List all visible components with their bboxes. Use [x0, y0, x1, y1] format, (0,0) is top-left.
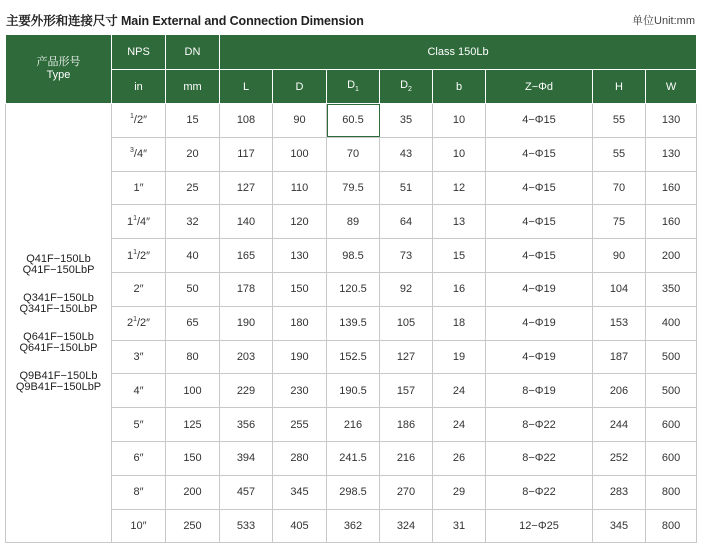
cell-l: 356 — [220, 408, 273, 442]
table-body — [6, 104, 697, 543]
cell-dn: 65 — [166, 306, 220, 340]
cell-d2: 105 — [380, 306, 433, 340]
cell-d2: 216 — [380, 441, 433, 475]
cell-l: 190 — [220, 306, 273, 340]
cell-dn: 125 — [166, 408, 220, 442]
dn-header: DN — [166, 35, 220, 70]
cell-dn: 80 — [166, 340, 220, 374]
cell-w: 130 — [646, 104, 697, 138]
cell-w: 500 — [646, 374, 697, 408]
col-header-D: D — [273, 70, 327, 104]
cell-dn: 200 — [166, 475, 220, 509]
cell-h: 187 — [593, 340, 646, 374]
cell-b: 24 — [433, 374, 486, 408]
cell-d1: 152.5 — [327, 340, 380, 374]
cell-d2: 64 — [380, 205, 433, 239]
cell-w: 160 — [646, 205, 697, 239]
col-header-D1: $D_1$ — [327, 70, 380, 104]
page-title: 主要外形和连接尺寸 Main External and Connection Dimension — [6, 14, 364, 28]
nps-cell — [112, 374, 166, 408]
cell-d: 190 — [273, 340, 327, 374]
cell-dn: 250 — [166, 509, 220, 543]
cell-zd: 4−Φ15 — [486, 171, 593, 205]
cell-d1: 79.5 — [327, 171, 380, 205]
nps-denominator: /2″ — [136, 249, 151, 262]
col-header-L: L — [220, 70, 273, 104]
nps-numerator: 3 — [130, 147, 134, 155]
nps-header: NPS — [112, 35, 166, 70]
cell-b: 19 — [433, 340, 486, 374]
cell-w: 350 — [646, 272, 697, 306]
nps-cell — [112, 441, 166, 475]
cell-l: 127 — [220, 171, 273, 205]
cell-d1: 216 — [327, 408, 380, 442]
cell-w: 800 — [646, 475, 697, 509]
cell-h: 153 — [593, 306, 646, 340]
nps-cell — [112, 205, 166, 239]
nps-cell — [112, 408, 166, 442]
cell-l: 533 — [220, 509, 273, 543]
cell-d: 110 — [273, 171, 327, 205]
cell-d: 150 — [273, 272, 327, 306]
cell-l: 229 — [220, 374, 273, 408]
table-row — [6, 104, 697, 138]
cell-d1: 298.5 — [327, 475, 380, 509]
nps-denominator: /4″ — [133, 148, 147, 161]
cell-d: 180 — [273, 306, 327, 340]
type-group — [6, 371, 111, 393]
nps-numerator: 1 — [133, 316, 137, 324]
dn-unit-header: mm — [166, 70, 220, 104]
cell-w: 800 — [646, 509, 697, 543]
cell-zd: 8−Φ22 — [486, 441, 593, 475]
nps-whole: 1 — [126, 249, 134, 262]
cell-d2: 324 — [380, 509, 433, 543]
cell-w: 160 — [646, 171, 697, 205]
cell-d2: 127 — [380, 340, 433, 374]
col-header-b: b — [433, 70, 486, 104]
cell-b: 16 — [433, 272, 486, 306]
cell-w: 500 — [646, 340, 697, 374]
nps-whole: 3″ — [133, 350, 144, 363]
cell-b: 24 — [433, 408, 486, 442]
dimension-table — [5, 34, 697, 543]
class-header: Class 150Lb — [220, 35, 697, 70]
type-group — [6, 332, 111, 354]
nps-numerator: 1 — [133, 214, 137, 222]
cell-h: 70 — [593, 171, 646, 205]
cell-d: 120 — [273, 205, 327, 239]
cell-d: 130 — [273, 239, 327, 273]
cell-l: 117 — [220, 137, 273, 171]
cell-dn: 25 — [166, 171, 220, 205]
cell-zd: 4−Φ15 — [486, 104, 593, 138]
cell-zd: 4−Φ19 — [486, 306, 593, 340]
type-group — [6, 254, 111, 276]
nps-whole: 1 — [126, 215, 134, 228]
cell-h: 90 — [593, 239, 646, 273]
cell-d: 280 — [273, 441, 327, 475]
cell-d: 100 — [273, 137, 327, 171]
cell-l: 108 — [220, 104, 273, 138]
cell-d1: 190.5 — [327, 374, 380, 408]
type-header-cn: 产品形号 — [36, 56, 81, 68]
type-list-cell — [6, 104, 112, 543]
cell-h: 55 — [593, 137, 646, 171]
type-model-name: Q341F−150LbP — [19, 302, 98, 315]
cell-zd: 4−Φ15 — [486, 205, 593, 239]
type-model-name: Q41F−150LbP — [22, 263, 95, 276]
cell-w: 600 — [646, 441, 697, 475]
type-model-name: Q641F−150LbP — [19, 341, 98, 354]
type-model-name: Q641F−150Lb — [23, 330, 94, 343]
cell-d: 90 — [273, 104, 327, 138]
cell-d: 255 — [273, 408, 327, 442]
cell-w: 200 — [646, 239, 697, 273]
cell-d1: 89 — [327, 205, 380, 239]
nps-numerator: 1 — [130, 113, 134, 121]
cell-zd: 4−Φ15 — [486, 239, 593, 273]
type-model-name: Q9B41F−150LbP — [15, 380, 102, 393]
cell-zd: 4−Φ15 — [486, 137, 593, 171]
nps-cell — [112, 272, 166, 306]
cell-d1: 60.5 — [327, 104, 380, 138]
unit-label: 单位Unit:mm — [632, 15, 695, 27]
cell-l: 394 — [220, 441, 273, 475]
nps-cell — [112, 137, 166, 171]
nps-whole: 2″ — [133, 283, 144, 296]
cell-d1: 241.5 — [327, 441, 380, 475]
type-header — [6, 35, 112, 104]
cell-d2: 43 — [380, 137, 433, 171]
cell-d2: 186 — [380, 408, 433, 442]
cell-b: 26 — [433, 441, 486, 475]
cell-b: 10 — [433, 104, 486, 138]
cell-d: 345 — [273, 475, 327, 509]
cell-dn: 50 — [166, 272, 220, 306]
cell-d2: 73 — [380, 239, 433, 273]
cell-d: 230 — [273, 374, 327, 408]
cell-d1: 362 — [327, 509, 380, 543]
nps-unit-header: in — [112, 70, 166, 104]
type-header-en: Type — [46, 69, 71, 81]
cell-dn: 40 — [166, 239, 220, 273]
cell-dn: 20 — [166, 137, 220, 171]
col-header-D2: $D_2$ — [380, 70, 433, 104]
cell-h: 345 — [593, 509, 646, 543]
cell-d2: 35 — [380, 104, 433, 138]
cell-h: 206 — [593, 374, 646, 408]
nps-whole: 1″ — [133, 181, 144, 194]
cell-zd: 8−Φ22 — [486, 475, 593, 509]
nps-whole: 2 — [126, 317, 134, 330]
type-group — [6, 293, 111, 315]
cell-zd: 4−Φ19 — [486, 272, 593, 306]
cell-l: 203 — [220, 340, 273, 374]
cell-b: 18 — [433, 306, 486, 340]
cell-l: 178 — [220, 272, 273, 306]
cell-d1: 139.5 — [327, 306, 380, 340]
nps-cell — [112, 509, 166, 543]
cell-h: 55 — [593, 104, 646, 138]
nps-cell — [112, 104, 166, 138]
nps-whole: 10″ — [130, 519, 147, 532]
cell-h: 104 — [593, 272, 646, 306]
cell-w: 400 — [646, 306, 697, 340]
cell-b: 15 — [433, 239, 486, 273]
cell-d2: 270 — [380, 475, 433, 509]
nps-cell — [112, 239, 166, 273]
cell-d2: 51 — [380, 171, 433, 205]
nps-numerator: 1 — [133, 248, 137, 256]
cell-h: 252 — [593, 441, 646, 475]
cell-dn: 15 — [166, 104, 220, 138]
cell-zd: 8−Φ19 — [486, 374, 593, 408]
col-header-H: H — [593, 70, 646, 104]
cell-l: 140 — [220, 205, 273, 239]
cell-d1: 70 — [327, 137, 380, 171]
cell-zd: 12−Φ25 — [486, 509, 593, 543]
cell-b: 31 — [433, 509, 486, 543]
cell-w: 600 — [646, 408, 697, 442]
cell-dn: 150 — [166, 441, 220, 475]
nps-cell — [112, 306, 166, 340]
cell-zd: 8−Φ22 — [486, 408, 593, 442]
cell-l: 165 — [220, 239, 273, 273]
cell-d: 405 — [273, 509, 327, 543]
cell-b: 10 — [433, 137, 486, 171]
cell-d1: 120.5 — [327, 272, 380, 306]
cell-h: 283 — [593, 475, 646, 509]
nps-whole: 8″ — [133, 486, 144, 499]
nps-denominator: /2″ — [136, 317, 151, 330]
type-model-name: Q9B41F−150Lb — [19, 369, 98, 382]
nps-whole: 4″ — [133, 384, 144, 397]
cell-dn: 32 — [166, 205, 220, 239]
cell-b: 13 — [433, 205, 486, 239]
nps-cell — [112, 475, 166, 509]
type-model-name: Q41F−150Lb — [26, 252, 91, 265]
cell-d2: 157 — [380, 374, 433, 408]
cell-h: 244 — [593, 408, 646, 442]
col-header-W: W — [646, 70, 697, 104]
nps-denominator: /4″ — [136, 215, 151, 228]
cell-b: 12 — [433, 171, 486, 205]
nps-whole: 6″ — [133, 452, 144, 465]
nps-whole: 5″ — [133, 418, 144, 431]
cell-d2: 92 — [380, 272, 433, 306]
cell-h: 75 — [593, 205, 646, 239]
col-header-Zd: Z−Φd — [486, 70, 593, 104]
cell-zd: 4−Φ19 — [486, 340, 593, 374]
cell-l: 457 — [220, 475, 273, 509]
nps-cell — [112, 171, 166, 205]
cell-d1: 98.5 — [327, 239, 380, 273]
type-model-name: Q341F−150Lb — [23, 291, 94, 304]
cell-w: 130 — [646, 137, 697, 171]
nps-cell — [112, 340, 166, 374]
cell-dn: 100 — [166, 374, 220, 408]
nps-denominator: /2″ — [133, 114, 147, 127]
cell-b: 29 — [433, 475, 486, 509]
